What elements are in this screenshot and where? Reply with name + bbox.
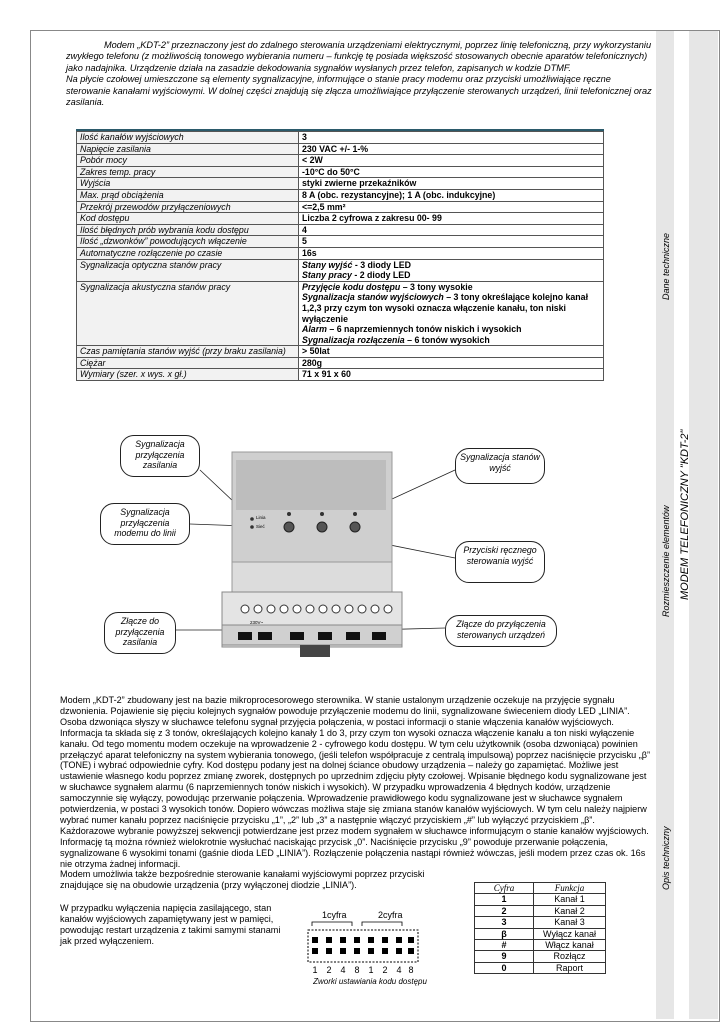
spec-text: - 2 diody LED	[351, 270, 411, 281]
spec-em: Stany wyjść	[302, 259, 353, 270]
sidebar-label-specs: Dane techniczne	[661, 232, 671, 300]
spec-key: Automatyczne rozłączenie po czasie	[77, 247, 299, 259]
callout-power-signal: Sygnalizacja przyłączenia zasilania	[120, 435, 200, 477]
spec-em: Sygnalizacja stanów wyjściowych	[302, 292, 444, 303]
spec-value: styki zwierne przekaźników	[299, 178, 604, 190]
function-cell: Rozłącz	[534, 951, 606, 962]
spec-key: Pobór mocy	[77, 155, 299, 167]
spec-key: Kod dostępu	[77, 213, 299, 225]
led-output-3-icon	[353, 512, 357, 516]
sidebar-label-layout: Rozmieszczenie elementów	[661, 505, 671, 617]
jumper-label-digit2: 2cyfra	[378, 910, 403, 920]
spec-value: Liczba 2 cyfrowa z zakresu 00- 99	[299, 213, 604, 225]
spec-em: Przyjęcie kodu dostępu	[302, 281, 401, 292]
button-1-icon	[284, 522, 294, 532]
column-header: Funkcja	[534, 883, 606, 894]
spec-key: Czas pamiętania stanów wyjść (przy braku zasilania)	[77, 346, 299, 358]
jumper-label-digit1: 1cyfra	[322, 910, 347, 920]
spec-key: Wyjścia	[77, 178, 299, 190]
table-row	[475, 962, 606, 973]
device-linia-label: Linia	[256, 515, 266, 520]
din-clip	[300, 645, 330, 657]
jumper-num: 4	[396, 965, 402, 975]
spec-key: Sygnalizacja optyczna stanów pracy	[77, 259, 299, 281]
device-siec-label: Sieć	[256, 524, 265, 529]
spec-text: - 3 diody LED	[352, 259, 412, 270]
spec-value: -10°C do 50°C	[299, 166, 604, 178]
table-row	[475, 894, 606, 905]
button-3-icon	[350, 522, 360, 532]
function-cell: Kanał 2	[534, 905, 606, 916]
spec-key: Ilość kanałów wyjściowych	[77, 132, 299, 144]
spec-value: < 2W	[299, 155, 604, 167]
led-power-icon	[250, 525, 254, 529]
spec-value: 4	[299, 224, 604, 236]
sidebar-label-title: MODEM TELEFONICZNY "KDT-2"	[679, 429, 691, 600]
digit-cell: 2	[475, 905, 534, 916]
jumper-num: 2	[326, 965, 332, 975]
function-cell: Wyłącz kanał	[534, 928, 606, 939]
device-body	[232, 562, 392, 592]
spec-key: Napięcie zasilania	[77, 143, 299, 155]
led-output-2-icon	[320, 512, 324, 516]
digit-cell: 0	[475, 962, 534, 973]
body-paragraph-2: Modem umożliwia także bezpośrednie sterowanie kanałami wyjściowymi poprzez przyciski znajdujące się na obudowie urządzenia (przy wyłączonej diodzie „LINIA”).	[60, 869, 425, 890]
jumper-num: 8	[408, 965, 414, 975]
led-line-icon	[250, 517, 254, 521]
callout-power-connector: Złącze do przyłączenia zasilania	[104, 612, 176, 654]
body-paragraph-3: W przypadku wyłączenia napięcia zasilającego, stan kanałów wyjściowych zapamiętywany jest w pamięci, powodując restart urządzenia z takimi samymi stanami jak przed wyłączeniem.	[60, 903, 281, 946]
spec-key: Max. prąd obciążenia	[77, 189, 299, 201]
spec-key: Przekrój przewodów przyłączeniowych	[77, 201, 299, 213]
spec-value: 230 VAC +/- 1-%	[299, 143, 604, 155]
spec-key: Ciężar	[77, 357, 299, 369]
device-power-label: 230V~	[250, 620, 264, 625]
spec-key: Zakres temp. pracy	[77, 166, 299, 178]
callout-line-signal: Sygnalizacja przyłączenia modemu do linii	[100, 503, 190, 545]
intro-paragraph-2: Na płycie czołowej umieszczone są elementy sygnalizacyjne, informujące o stanie pracy modemu oraz przyciski umożliwiające ręczne sterowanie kanałami wyjściowymi. W dolnej części znajdują się złącza umożliwiające przyłączenie sterowanych urządzeń, linii telefonicznej oraz zasilania.	[66, 74, 652, 108]
spec-value: 8 A (obc. rezystancyjne); 1 A (obc. indukcyjne)	[299, 189, 604, 201]
digit-cell: 1	[475, 894, 534, 905]
device-label-area	[236, 460, 386, 510]
spec-key: Ilość błędnych prób wybrania kodu dostępu	[77, 224, 299, 236]
spec-value: 16s	[299, 247, 604, 259]
jumper-block	[308, 930, 418, 962]
digit-cell: 9	[475, 951, 534, 962]
led-output-1-icon	[287, 512, 291, 516]
intro-paragraph-1: Modem „KDT-2” przeznaczony jest do zdalnego sterowania urządzeniami elektrycznymi, poprzez linię telefoniczną, przy wykorzystaniu zwykłego telefonu (z możliwością tonowego wybierania numeru – funkcję tę posiada większość stosowanych obecnie aparatów telefonicznych) jako nadajnika. Urządzenie działa na zasadzie dekodowania sygnałów wysłanych przez telefon, zapisanych w kodzie DTMF.	[66, 40, 652, 73]
spec-key: Sygnalizacja akustyczna stanów pracy	[77, 281, 299, 346]
callout-manual-buttons: Przyciski ręcznego sterowania wyjść	[455, 541, 545, 583]
jumper-num: 1	[368, 965, 374, 975]
body-paragraph-1: Modem „KDT-2” zbudowany jest na bazie mikroprocesorowego sterownika. W stanie ustalonym urządzenie oczekuje na przyjęcie sygnału dzwonienia. Pojawienie się pięciu kolejnych sygnałów powoduje przyłączenie modemu do linii, sygnalizowane świeceniem diody LED „LINIA”. Osoba dzwoniąca słyszy w słuchawce telefonu sygnał przyjęcia połączenia, w postaci informacji o stanie włączenia kanałów wyjściowych. Informacja ta składa się z 3 tonów, określających kolejno kanały 1 do 3, przy czym ton wysoki oznacza włączenie kanału a ton niski wyłączenie kanału. Od tego momentu modem oczekuje na wprowadzenie 2 - cyfrowego kodu dostępu. W tym celu użytkownik (osoba dzwoniąca) powinien przełączyć aparat telefoniczny na system wybierania tonowego, (jeśli telefon współpracuje z centralą impulsową) poprzez naciśnięcie przycisku „β” (TONE) i wybrać odpowiednie cyfry. Kod dostępu podany jest na dolnej ściance obudowy urządzenia – należy go zapamiętać. Możliwe jest ustawienie własnego kodu poprzez zmianę zworek, dostępnych po uprzednim zdjęciu płyty czołowej. Wpisanie błędnego kodu sygnalizowane jest w słuchawce sygnałem alarmu (6 naprzemiennych tonów niskich i wysokich). W przypadku wprowadzenia 4 błędnych kodów, urządzenie samoczynnie się wyłączy, powodując przerwanie połączenia. Wprowadzenie prawidłowego kodu sygnalizowane jest w słuchawce sygnałem potwierdzenia, w postaci 3 wysokich tonów. Dopiero wówczas możliwa staje się zmiana stanów kanałów wyjściowych. W tym celu należy najpierw wybrać numer kanału poprzez naciśnięcie przycisku „1”, „2” lub „3” a następnie włączyć przyciskiem „#” lub wyłączyć przyciskiem „β”. Każdorazowe wybranie powyższej sekwencji potwierdzane jest przez modem sygnałem w słuchawce informującym o stanie kanałów wyjściowych. Informację tą można również wielokrotnie wysłuchać naciskając przycisk „0”. Naciśnięcie przycisku „9” powoduje przerwanie połączenia, sygnalizowane 6 wysokimi tonami (gaśnie dioda LED „LINIA”). Rozłączenie połączenia nastąpi również wówczas, jeśli modem przez czas ok. 16s nie otrzyma żadnej informacji.	[60, 695, 651, 869]
jumper-diagram	[300, 920, 430, 978]
jumper-num: 8	[354, 965, 360, 975]
button-2-icon	[317, 522, 327, 532]
jumper-caption: Zworki ustawiania kodu dostępu	[313, 977, 427, 986]
spec-value: > 50lat	[299, 346, 604, 358]
spec-em: Alarm	[302, 324, 327, 335]
spec-key: Wymiary (szer. x wys. x gł.)	[77, 369, 299, 381]
function-cell: Włącz kanał	[534, 940, 606, 951]
function-cell: Kanał 3	[534, 917, 606, 928]
column-header: Cyfra	[475, 883, 534, 894]
spec-text: – 6 tonów wysokich	[404, 334, 490, 345]
spec-value: 5	[299, 236, 604, 248]
table-row	[475, 928, 606, 939]
jumper-num: 1	[312, 965, 318, 975]
spec-value: 280g	[299, 357, 604, 369]
table-row	[475, 917, 606, 928]
spec-em: Sygnalizacja rozłączenia	[302, 334, 405, 345]
digit-cell: 3	[475, 917, 534, 928]
spec-text: – 6 naprzemiennych tonów niskich i wysokich	[326, 324, 522, 335]
spec-value: <=2,5 mm²	[299, 201, 604, 213]
jumper-num: 4	[340, 965, 346, 975]
jumper-num: 2	[382, 965, 388, 975]
function-cell: Kanał 1	[534, 894, 606, 905]
digit-cell: #	[475, 940, 534, 951]
sidebar-label-description: Opis techniczny	[661, 826, 671, 890]
table-header-row	[475, 883, 606, 894]
digit-cell: β	[475, 928, 534, 939]
spec-value: 3	[299, 132, 604, 144]
spec-em: Stany pracy	[302, 270, 352, 281]
table-row	[475, 905, 606, 916]
function-cell: Raport	[534, 962, 606, 973]
spec-text: – 3 tony wysokie	[400, 281, 473, 292]
callout-output-connector: Złącze do przyłączenia sterowanych urządzeń	[445, 615, 557, 647]
spec-key: Ilość „dzwonków” powodujących włączenie	[77, 236, 299, 248]
callout-output-signal: Sygnalizacja stanów wyjść	[455, 448, 545, 484]
spec-value: 71 x 91 x 60	[299, 369, 604, 381]
spec-text: – 3 tony określające kolejno kanał 1,2,3 przy czym ton wysoki oznacza włączenie kanału, ton niski wyłączenie	[302, 292, 589, 324]
table-row	[475, 940, 606, 951]
function-table	[474, 882, 606, 974]
table-row	[475, 951, 606, 962]
